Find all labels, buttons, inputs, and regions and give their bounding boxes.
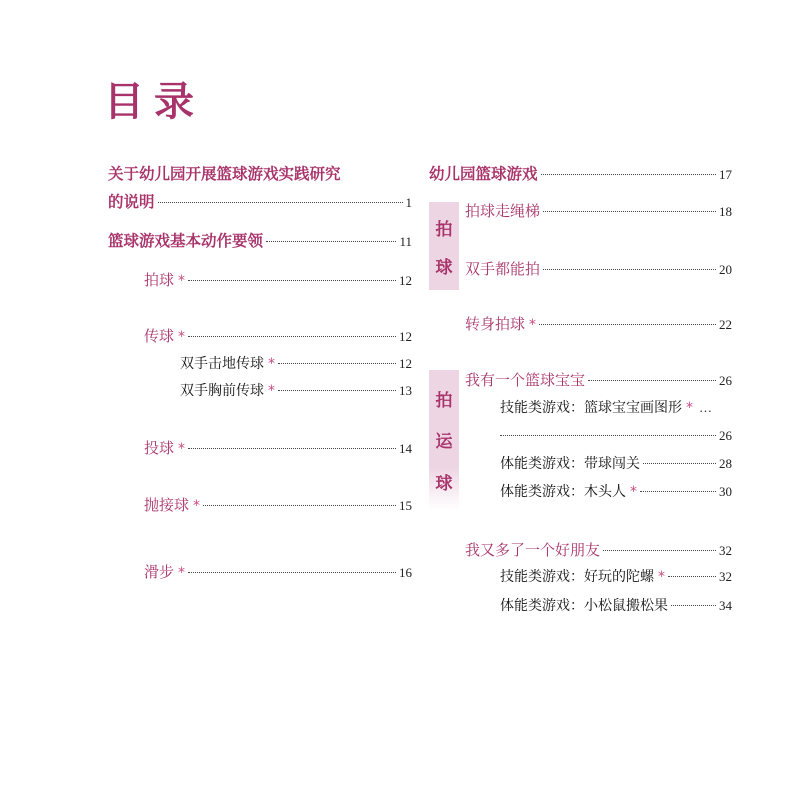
- leader-dots: [541, 174, 716, 175]
- toc-entry-label: 抛接球: [144, 496, 190, 514]
- toc-entry-huatuxing[interactable]: [500, 398, 762, 418]
- leader-dots: [266, 241, 396, 242]
- toc-entry-label: 投球: [144, 439, 175, 457]
- star-mark: *: [658, 569, 665, 585]
- leader-dots: [158, 202, 403, 203]
- page-number: 14: [399, 441, 412, 456]
- leader-dots: [643, 463, 716, 464]
- toc-entry-baobao[interactable]: [465, 370, 732, 391]
- page-number: 13: [399, 383, 412, 398]
- leader-dots: [500, 435, 716, 436]
- section-tab-char: 球: [435, 257, 453, 278]
- toc-entry-songguo[interactable]: [500, 596, 732, 616]
- page-number: 30: [719, 484, 732, 499]
- toc-entry-label: 技能类游戏：篮球宝宝画图形: [500, 400, 682, 416]
- star-mark: *: [178, 565, 186, 581]
- toc-entry-label: 体能类游戏：小松鼠搬松果: [500, 598, 668, 614]
- page-number: 12: [399, 273, 412, 288]
- page-number: 34: [719, 598, 732, 613]
- toc-entry-label: 体能类游戏：带球闯关: [500, 456, 640, 472]
- star-mark: *: [178, 273, 186, 289]
- page-number: 18: [719, 204, 732, 219]
- toc-entry-huabu[interactable]: [144, 562, 412, 583]
- toc-entry-label: 拍球: [144, 271, 175, 289]
- toc-entry-pengyou[interactable]: [465, 540, 732, 561]
- leader-dots: [588, 380, 716, 381]
- toc-entry-tuoluo[interactable]: [500, 567, 732, 587]
- toc-entry-label: 幼儿园篮球游戏: [429, 165, 538, 183]
- leader-dots: [640, 491, 716, 492]
- page-number: 26: [719, 428, 732, 443]
- toc-entry-paiqiu[interactable]: [144, 270, 412, 291]
- toc-entry-label: 我有一个篮球宝宝: [465, 371, 586, 389]
- toc-entry-mutouren[interactable]: [500, 482, 732, 502]
- section-tab-char: 拍: [435, 391, 453, 412]
- page-number: 32: [719, 543, 732, 558]
- page-number: 11: [399, 234, 412, 249]
- toc-entry-zhuanshen[interactable]: [465, 314, 732, 335]
- star-mark: *: [268, 383, 275, 399]
- section-tab-char: 球: [435, 473, 453, 494]
- leader-dots: [188, 336, 396, 337]
- toc-entry-huatuxing-cont[interactable]: [500, 426, 732, 446]
- toc-entry-label: 滑步: [144, 563, 175, 581]
- toc-entry-label: 篮球游戏基本动作要领: [108, 232, 264, 250]
- star-mark: *: [686, 400, 693, 416]
- toc-entry-label: 体能类游戏：木头人: [500, 484, 626, 500]
- toc-entry-shengti[interactable]: [465, 201, 732, 222]
- toc-entry-basics[interactable]: [108, 231, 412, 252]
- toc-entry-label: 双手都能拍: [465, 260, 541, 278]
- page-number: 16: [399, 565, 412, 580]
- star-mark: *: [630, 484, 637, 500]
- toc-entry-games[interactable]: [429, 164, 732, 185]
- section-tab-paiqiu: [429, 202, 459, 290]
- toc-entry-label: 技能类游戏：好玩的陀螺: [500, 569, 654, 585]
- section-tab-char: 运: [435, 432, 453, 453]
- leader-dots: [543, 269, 716, 270]
- leader-dots: [668, 576, 716, 577]
- leader-dots: [278, 390, 396, 391]
- toc-entry-label: 我又多了一个好朋友: [465, 541, 601, 559]
- star-mark: *: [193, 498, 201, 514]
- leader-dots: [671, 605, 716, 606]
- leader-dots: [188, 572, 396, 573]
- page-number: 28: [719, 456, 732, 471]
- leader-dots: [188, 448, 396, 449]
- page-number: 22: [719, 317, 732, 332]
- page-number: 12: [399, 329, 412, 344]
- star-mark: *: [529, 317, 537, 333]
- toc-entry-label: 的说明: [108, 193, 155, 211]
- toc-intro-line1: 关于幼儿园开展篮球游戏实践研究: [108, 165, 341, 183]
- toc-entry-intro[interactable]: [108, 192, 412, 213]
- page-number: 26: [719, 373, 732, 388]
- leader-dots: [603, 550, 716, 551]
- toc-entry-label: 传球: [144, 327, 175, 345]
- toc-entry-chuanqiu[interactable]: [144, 326, 412, 347]
- star-mark: *: [178, 441, 186, 457]
- star-mark: *: [268, 356, 275, 372]
- page-number: 1: [405, 195, 412, 210]
- page-number: 17: [719, 167, 732, 182]
- toc-entry-touqiu[interactable]: [144, 438, 412, 459]
- toc-entry-label: 转身拍球: [465, 315, 526, 333]
- page-number: 32: [719, 569, 732, 584]
- section-tab-char: 拍: [435, 219, 453, 240]
- toc-entry-chuangguan[interactable]: [500, 454, 732, 474]
- page-number: 12: [399, 356, 412, 371]
- leader-dots: [203, 505, 396, 506]
- leader-dots: [188, 280, 396, 281]
- leader-dots: [539, 324, 716, 325]
- trail-ellipsis: …: [699, 400, 712, 415]
- toc-entry-jidi[interactable]: [180, 354, 412, 374]
- page-title: 目录: [104, 79, 204, 125]
- toc-entry-label: 双手击地传球: [180, 356, 264, 372]
- leader-dots: [278, 363, 396, 364]
- section-tab-paiyunqiu: [429, 370, 459, 510]
- toc-entry-paojieqiu[interactable]: [144, 495, 412, 516]
- star-mark: *: [178, 329, 186, 345]
- page-number: 15: [399, 498, 412, 513]
- toc-entry-shuangshou[interactable]: [465, 259, 732, 280]
- toc-entry-label: 双手胸前传球: [180, 383, 264, 399]
- toc-entry-label: 拍球走绳梯: [465, 202, 541, 220]
- toc-entry-xiongqian[interactable]: [180, 381, 412, 401]
- page-number: 20: [719, 262, 732, 277]
- leader-dots: [543, 211, 716, 212]
